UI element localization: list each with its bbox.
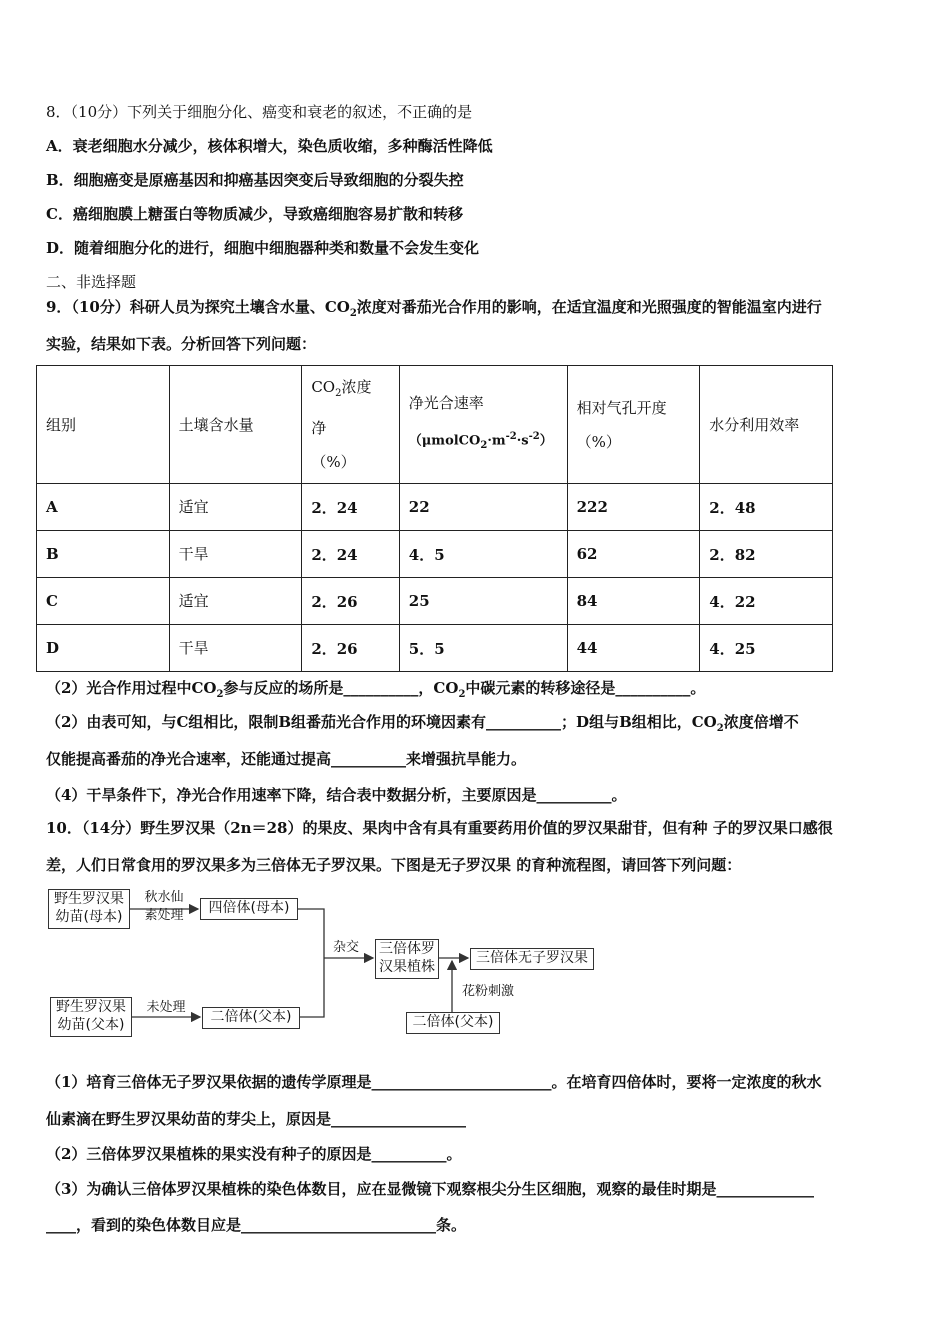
header-co2-a: CO [311, 378, 336, 396]
table-row [37, 531, 833, 578]
triploid-line1: 三倍体罗 [379, 941, 435, 957]
cell-co2: 2．24 [302, 484, 399, 531]
rate-unit-sub: 2 [480, 439, 488, 451]
cell-rate: 5．5 [399, 625, 567, 672]
q10-sub1-line1: （1）培育三倍体无子罗汉果依据的遗传学原理是________________________。在培育四倍体时，要将一定浓度的秋水 [46, 1073, 822, 1091]
cell-rate: 22 [399, 484, 567, 531]
q9-sub1-b: 参与反应的场所是__________，CO [223, 679, 459, 697]
cell-group: C [37, 578, 170, 625]
header-group: 组别 [37, 366, 170, 484]
q8-stem [46, 102, 472, 122]
rate-unit-d: ） [539, 433, 553, 449]
header-co2-line1 [311, 370, 389, 411]
q8-stem-text: 8．（10分）下列关于细胞分化、癌变和衰老的叙述，不正确的是 [46, 103, 473, 121]
cell-stomata: 44 [567, 625, 700, 672]
cell-soil: 适宜 [169, 578, 302, 625]
cell-stomata: 62 [567, 531, 700, 578]
q9-sub2-line1 [46, 712, 799, 739]
q9-sub1 [46, 678, 705, 705]
q9-sub1-c: 中碳元素的转移途径是__________。 [465, 679, 706, 697]
triploid-plant-box [375, 939, 439, 979]
header-co2 [302, 366, 399, 484]
untreated-label: 未处理 [146, 1000, 186, 1015]
q9-stem-line2: 实验，结果如下表。分析回答下列问题： [46, 335, 317, 353]
cell-water: 2．82 [700, 531, 833, 578]
wild-father-line2: 幼苗(父本) [57, 1017, 125, 1033]
rate-unit-c: ·s [516, 433, 529, 449]
diploid-father-box: 二倍体(父本) [202, 1007, 300, 1029]
cell-co2: 2．24 [302, 531, 399, 578]
wild-father-seedling-box [50, 997, 132, 1037]
q9-sub2-a: （2）由表可知，与C组相比，限制B组番茄光合作用的环境因素有__________；D组与B组相比，CO [46, 713, 717, 731]
cell-stomata: 84 [567, 578, 700, 625]
triploid-line2: 汉果植株 [379, 959, 435, 975]
q10-stem-line1: 10．（14分）野生罗汉果（2n＝28）的果皮、果肉中含有具有重要药用价值的罗汉果甜苷，但有种 子的罗汉果口感很 [46, 819, 833, 837]
q9-stem-a: 9．（10分）科研人员为探究土壤含水量、CO [46, 298, 350, 316]
cell-group: B [37, 531, 170, 578]
header-co2-sub: 2 [335, 388, 342, 399]
colchicine-line1: 秋水仙 [144, 890, 184, 905]
cell-stomata: 222 [567, 484, 700, 531]
cell-group: A [37, 484, 170, 531]
header-stomata-unit: （%） [576, 432, 621, 451]
cell-co2: 2．26 [302, 578, 399, 625]
wild-mother-line1: 野生罗汉果 [54, 891, 124, 907]
wild-father-line1: 野生罗汉果 [56, 999, 126, 1015]
q8-option-d[interactable]: D．随着细胞分化的进行，细胞中细胞器种类和数量不会发生变化 [46, 239, 480, 257]
q10-stem-line2: 差，人们日常食用的罗汉果多为三倍体无子罗汉果。下图是无子罗汉果 的育种流程图，请回答下列问题： [46, 856, 742, 874]
table-row [37, 484, 833, 531]
rate-unit-sup1: -2 [505, 431, 517, 443]
seedless-fruit-box: 三倍体无子罗汉果 [470, 948, 594, 970]
q8-option-c[interactable]: C．癌细胞膜上糖蛋白等物质减少，导致癌细胞容易扩散和转移 [46, 205, 463, 223]
q9-stem-line1 [46, 297, 822, 324]
q9-sub1-sub1: 2 [216, 689, 224, 700]
header-co2-line3: （%） [311, 453, 356, 471]
table-row [37, 578, 833, 625]
tetraploid-mother-box: 四倍体(母本) [200, 898, 298, 920]
q10-sub2: （2）三倍体罗汉果植株的果实没有种子的原因是__________。 [46, 1145, 462, 1163]
q8-option-a[interactable]: A．衰老细胞水分减少，核体积增大，染色质收缩，多种酶活性降低 [46, 137, 493, 155]
q9-sub2-line2: 仅能提高番茄的净光合速率，还能通过提高__________来增强抗旱能力。 [46, 750, 527, 768]
pollen-stimulus-label: 花粉刺激 [461, 984, 514, 999]
q9-stem-b: 浓度对番茄光合作用的影响，在适宜温度和光照强度的智能温室内进行 [356, 298, 822, 316]
cell-water: 2．48 [700, 484, 833, 531]
q9-sub2-b: 浓度倍增不 [723, 713, 799, 731]
header-rate [399, 366, 567, 484]
table-row [37, 625, 833, 672]
cell-rate: 25 [399, 578, 567, 625]
q9-sub1-a: （2）光合作用过程中CO [46, 679, 217, 697]
header-water: 水分利用效率 [700, 366, 833, 484]
cell-soil: 干旱 [169, 625, 302, 672]
q9-sub4: （4）干旱条件下，净光合作用速率下降，结合表中数据分析，主要原因是__________。 [46, 786, 627, 804]
cell-soil: 适宜 [169, 484, 302, 531]
diploid-father-box-2: 二倍体(父本) [406, 1012, 500, 1034]
cross-label: 杂交 [332, 940, 359, 955]
results-table [36, 365, 833, 672]
header-stomata-title: 相对气孔开度 [576, 398, 667, 417]
header-stomata [567, 366, 700, 484]
cross-connector [296, 909, 324, 1017]
wild-mother-line2: 幼苗(母本) [55, 909, 123, 925]
header-co2-line2: 净 [311, 419, 327, 437]
rate-unit-a: （μmolCO [408, 433, 481, 449]
q8-option-b[interactable]: B．细胞癌变是原癌基因和抑癌基因突变后导致细胞的分裂失控 [46, 171, 464, 189]
header-soil: 土壤含水量 [169, 366, 302, 484]
header-rate-unit [409, 420, 558, 463]
q9-stem-sub: 2 [349, 308, 357, 319]
q10-sub3-line2: ____，看到的染色体数目应是__________________________条。 [46, 1216, 467, 1234]
table-header-row [37, 366, 833, 484]
cell-group: D [37, 625, 170, 672]
colchicine-label [136, 889, 192, 925]
q9-sub1-sub2: 2 [458, 689, 466, 700]
cell-water: 4．22 [700, 578, 833, 625]
q10-sub3-line1: （3）为确认三倍体罗汉果植株的染色体数目，应在显微镜下观察根尖分生区细胞，观察的最佳时期是_____________ [46, 1180, 814, 1198]
header-rate-title: 净光合速率 [408, 394, 484, 413]
cell-co2: 2．26 [302, 625, 399, 672]
colchicine-line2: 素处理 [144, 908, 184, 923]
cell-water: 4．25 [700, 625, 833, 672]
q10-sub1-line2: 仙素滴在野生罗汉果幼苗的芽尖上，原因是__________________ [46, 1110, 467, 1128]
header-co2-b: 浓度 [341, 378, 372, 396]
q9-sub2-sub: 2 [716, 723, 724, 734]
cell-soil: 干旱 [169, 531, 302, 578]
cell-rate: 4．5 [399, 531, 567, 578]
rate-unit-b: ·m [487, 433, 506, 449]
rate-unit-sup2: -2 [528, 431, 540, 443]
wild-mother-seedling-box [48, 889, 130, 929]
section-heading: 二、非选择题 [46, 273, 137, 291]
